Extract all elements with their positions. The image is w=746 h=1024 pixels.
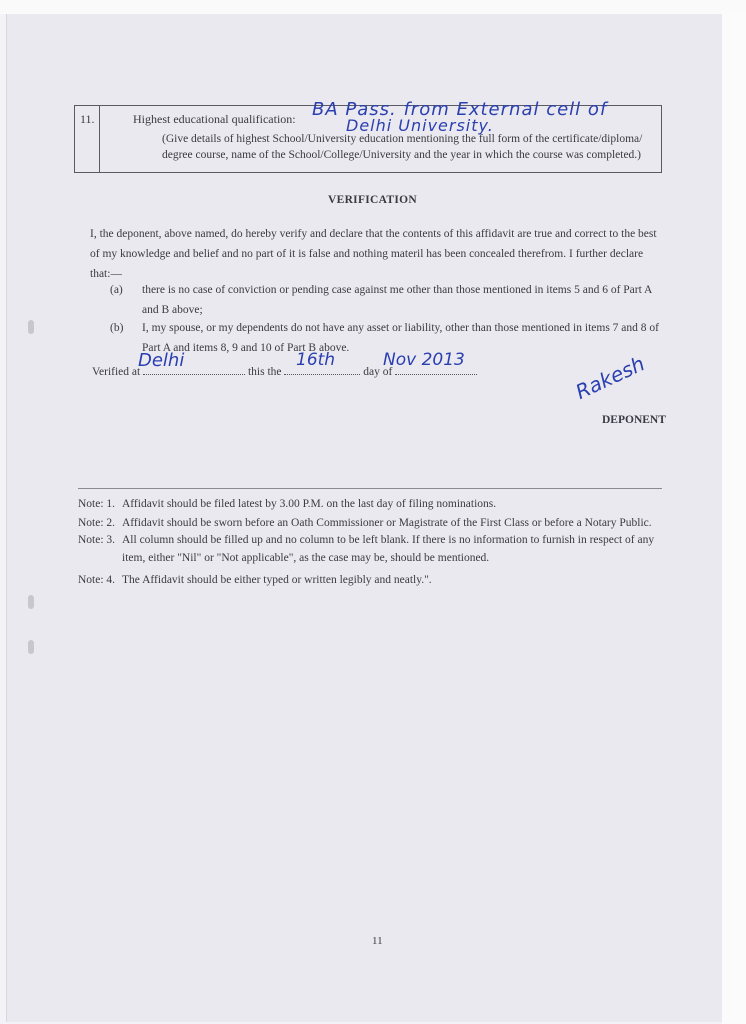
note-label: Note: 4.: [78, 574, 116, 586]
verification-heading: VERIFICATION: [328, 194, 418, 206]
page-number: 11: [372, 935, 383, 947]
deponent-label: DEPONENT: [602, 414, 666, 426]
note-text: The Affidavit should be either typed or written legibly and neatly.".: [122, 574, 432, 586]
scan-margin: [722, 14, 746, 1024]
qualification-instruction-line2: degree course, name of the School/College/University and the year in which the course was completed.): [162, 149, 642, 161]
punch-mark: [28, 320, 34, 334]
verified-at-label: Verified at: [92, 366, 141, 378]
note-label: Note: 2.: [78, 517, 116, 529]
day-of-label: day of: [363, 366, 393, 378]
item-b-text: I, my spouse, or my dependents do not have any asset or liability, other than those mentioned in items 7 and 8 of Part A and items 8, 9 and 10 of Part B above.: [142, 322, 659, 354]
item-a-text: there is no case of conviction or pending case against me other than those mentioned in items 5 and 6 of Part A and B above;: [142, 284, 652, 316]
punch-mark: [28, 595, 34, 609]
item-b-label: (b): [110, 322, 124, 334]
top-edge: [0, 0, 746, 14]
handwritten-qualification-line1: BA Pass. from External cell of: [312, 99, 608, 120]
handwritten-qualification-line2: Delhi University.: [346, 116, 494, 135]
qualification-label: Highest educational qualification:: [133, 112, 296, 126]
punch-mark: [28, 640, 34, 654]
qualification-instruction-line1: (Give details of highest School/University education mentioning the full form of the certificate/diploma/: [162, 133, 643, 145]
note-label: Note: 1.: [78, 498, 116, 510]
note-label: Note: 3.: [78, 534, 116, 546]
item-a-label: (a): [110, 284, 123, 296]
note-text: Affidavit should be filed latest by 3.00 P.M. on the last day of filing nominations.: [122, 498, 497, 510]
this-the-label: this the: [247, 366, 282, 378]
verification-paragraph: I, the deponent, above named, do hereby verify and declare that the contents of this affidavit are true and correct to the best of my knowledge and belief and no part of it is false and nothing materil has been concealed therefrom. I further declare that:—: [90, 228, 657, 280]
handwritten-month-year: Nov 2013: [383, 350, 465, 370]
note-text: Affidavit should be sworn before an Oath Commissioner or Magistrate of the First Class or before a Notary Public.: [122, 517, 652, 529]
handwritten-day: 16th: [296, 350, 336, 370]
serial-number: 11.: [80, 112, 95, 126]
notes-separator: [78, 488, 662, 489]
handwritten-place: Delhi: [138, 350, 185, 371]
signature: Rakesh: [571, 351, 649, 404]
note-text: All column should be filled up and no column to be left blank. If there is no information to furnish in respect of any item, either "Nil" or "Not applicable", as the case may be, should be mentioned.: [122, 534, 655, 564]
